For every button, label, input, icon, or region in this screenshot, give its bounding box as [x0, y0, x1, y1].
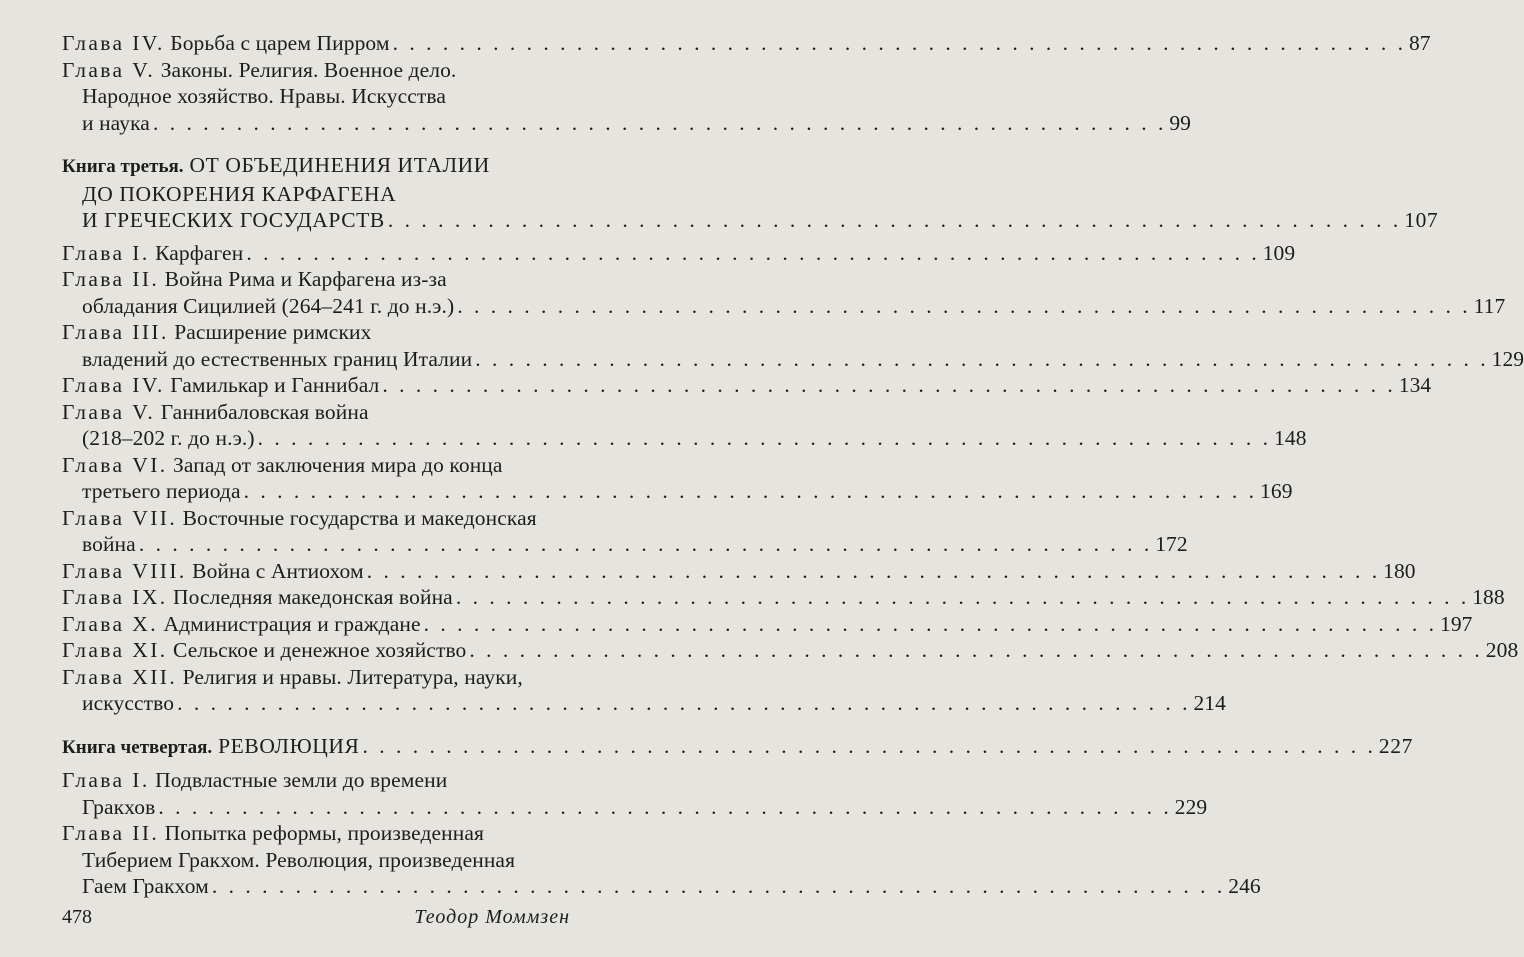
entry-title-text: Восточные государства и македонская	[182, 505, 537, 530]
dot-leader	[457, 294, 1470, 318]
toc-line	[62, 611, 1473, 638]
toc-line-text	[62, 267, 447, 291]
toc-chapter-entry	[62, 611, 1473, 638]
toc-line	[62, 847, 567, 874]
toc-chapter-entry	[62, 372, 1432, 399]
toc-line-text	[82, 691, 174, 715]
toc-line	[62, 425, 1307, 452]
entry-title-text: Война Рима и Карфагена из-за	[164, 267, 447, 291]
toc-line-text	[62, 638, 466, 662]
entry-title-text: Карфаген	[155, 240, 244, 265]
toc-chapter-entry	[62, 57, 1192, 137]
toc-line	[62, 110, 1192, 137]
dot-leader	[158, 795, 1171, 819]
table-of-contents	[62, 30, 1524, 900]
page-ref: 214	[1193, 691, 1227, 715]
toc-line	[62, 181, 567, 208]
toc-line	[62, 207, 1439, 234]
entry-title-text: Гракхов	[82, 794, 156, 819]
toc-chapter-entry	[62, 266, 1506, 319]
toc-line-text	[82, 426, 255, 450]
entry-title-text: (218–202 г. до н.э.)	[82, 426, 255, 450]
page-ref: 99	[1169, 110, 1192, 135]
entry-title-text: ДО ПОКОРЕНИЯ КАРФАГЕНА	[82, 181, 397, 206]
chapter-label: Глава VII.	[62, 505, 178, 530]
page-ref: 180	[1383, 558, 1416, 583]
chapter-label: Глава II.	[62, 267, 160, 291]
dot-leader	[456, 585, 1469, 609]
toc-line	[62, 794, 1208, 821]
entry-title-text: Гамилькар и Ганнибал	[170, 373, 380, 397]
dot-leader	[244, 479, 1257, 503]
toc-line-text	[82, 795, 155, 819]
toc-line	[62, 478, 1293, 505]
dot-leader	[246, 241, 1259, 265]
chapter-label: Глава I.	[62, 768, 150, 792]
toc-line-text	[62, 612, 421, 636]
toc-line-text	[62, 241, 243, 265]
toc-line	[62, 584, 1505, 611]
chapter-label: Глава VI.	[62, 452, 168, 477]
toc-chapter-entry	[62, 240, 1296, 267]
page-ref: 172	[1155, 532, 1188, 556]
toc-chapter-entry	[62, 505, 1188, 558]
toc-line-text	[82, 479, 241, 503]
page-ref: 87	[1408, 31, 1431, 55]
toc-chapter-entry	[62, 319, 1524, 372]
entry-title-text: война	[82, 532, 136, 556]
toc-line	[62, 558, 1416, 585]
toc-line-text	[82, 111, 150, 135]
page-ref: 188	[1472, 585, 1505, 609]
toc-line	[62, 733, 1413, 762]
entry-title-text: Подвластные земли до времени	[155, 768, 448, 792]
toc-line	[62, 30, 1431, 57]
toc-chapter-entry	[62, 558, 1416, 585]
entry-title-text: Последняя македонская война	[173, 585, 453, 609]
toc-line	[62, 505, 567, 532]
book-label: Книга четвертая.	[62, 736, 213, 758]
dot-leader	[258, 426, 1271, 450]
dot-leader	[363, 734, 1376, 758]
entry-title-text: третьего периода	[82, 479, 241, 503]
entry-title-text: и наука	[82, 110, 150, 135]
page-number: 478	[62, 906, 92, 928]
entry-title-text: РЕВОЛЮЦИЯ	[218, 733, 360, 758]
toc-line-text	[82, 294, 454, 318]
chapter-label: Глава I.	[62, 240, 150, 265]
page-footer	[62, 906, 570, 936]
toc-line	[62, 152, 567, 181]
toc-line	[62, 83, 567, 110]
toc-line-text	[82, 182, 396, 206]
entry-title-text: Расширение римских	[174, 320, 372, 344]
page-ref: 246	[1228, 874, 1261, 898]
entry-title-text: обладания Сицилией (264–241 г. до н.э.)	[82, 293, 455, 318]
toc-line-text	[62, 665, 523, 689]
dot-leader	[153, 111, 1166, 135]
page-ref: 109	[1262, 240, 1296, 265]
toc-line	[62, 266, 567, 293]
toc-line-text	[62, 320, 371, 344]
page-ref: 107	[1404, 208, 1439, 232]
chapter-label: Глава IX.	[62, 585, 168, 609]
toc-line	[62, 399, 567, 426]
page-ref: 129	[1491, 346, 1524, 371]
toc-line-text	[82, 848, 515, 872]
toc-line-text	[62, 373, 379, 397]
page-ref: 148	[1274, 426, 1307, 450]
chapter-label: Глава XI.	[62, 638, 168, 662]
toc-line-text	[62, 153, 490, 177]
dot-leader	[139, 532, 1152, 556]
page-ref: 197	[1439, 611, 1473, 636]
chapter-label: Глава IV.	[62, 31, 165, 55]
page-ref: 117	[1473, 293, 1506, 318]
chapter-label: Глава XII.	[62, 664, 178, 689]
entry-title-text: Борьба с царем Пирром	[170, 31, 390, 55]
chapter-label: Глава V.	[62, 57, 156, 82]
toc-line	[62, 820, 567, 847]
entry-title-text: Война с Антиохом	[192, 558, 364, 583]
chapter-label: Глава IV.	[62, 373, 165, 397]
toc-line-text	[62, 453, 503, 477]
toc-line-text	[82, 84, 446, 108]
toc-chapter-entry	[62, 584, 1505, 611]
dot-leader	[388, 208, 1401, 232]
toc-line	[62, 873, 1261, 900]
toc-book-entry	[62, 733, 1413, 762]
entry-title-text: Попытка реформы, произведенная	[164, 821, 484, 845]
book-label: Книга третья.	[62, 156, 184, 177]
chapter-label: Глава X.	[62, 611, 158, 636]
toc-line	[62, 372, 1432, 399]
toc-chapter-entry	[62, 820, 1261, 900]
toc-chapter-entry	[62, 452, 1293, 505]
dot-leader	[212, 874, 1225, 898]
entry-title-text: Религия и нравы. Литература, науки,	[182, 664, 523, 689]
toc-line-text	[82, 874, 209, 898]
toc-line-text	[62, 559, 364, 583]
toc-line	[62, 346, 1524, 373]
dot-leader	[469, 638, 1482, 662]
toc-line-text	[62, 506, 537, 530]
entry-title-text: Законы. Религия. Военное дело.	[160, 57, 457, 82]
toc-chapter-entry	[62, 767, 1208, 820]
dot-leader	[393, 31, 1406, 55]
toc-line	[62, 664, 567, 691]
entry-title-text: Ганнибаловская война	[160, 399, 369, 424]
entry-title-text: Гаем Гракхом	[82, 874, 209, 898]
page-ref: 229	[1174, 794, 1208, 819]
toc-line-text	[62, 400, 369, 424]
entry-title-text: Администрация и граждане	[163, 611, 421, 636]
toc-line-text	[82, 347, 472, 371]
toc-chapter-entry	[62, 637, 1519, 664]
entry-title-text: владений до естественных границ Италии	[82, 346, 473, 371]
toc-line	[62, 690, 1227, 717]
toc-line	[62, 319, 567, 346]
toc-line-text	[62, 734, 360, 758]
toc-line	[62, 637, 1519, 664]
chapter-label: Глава VIII.	[62, 558, 187, 583]
page-ref: 134	[1398, 373, 1432, 397]
dot-leader	[177, 691, 1190, 715]
dot-leader	[367, 559, 1380, 583]
toc-line	[62, 57, 567, 84]
toc-line	[62, 240, 1296, 267]
toc-chapter-entry	[62, 664, 1227, 717]
toc-line-text	[82, 208, 385, 232]
entry-title-text: И ГРЕЧЕСКИХ ГОСУДАРСТВ	[82, 208, 385, 232]
chapter-label: Глава II.	[62, 821, 160, 845]
toc-chapter-entry	[62, 399, 1307, 452]
entry-title-text: искусство	[82, 691, 175, 715]
toc-line-text	[62, 768, 447, 792]
entry-title-text: ОТ ОБЪЕДИНЕНИЯ ИТАЛИИ	[189, 153, 490, 177]
toc-line	[62, 293, 1506, 320]
toc-line-text	[62, 58, 456, 82]
toc-line	[62, 531, 1188, 558]
chapter-label: Глава III.	[62, 320, 169, 344]
chapter-label: Глава V.	[62, 399, 156, 424]
page-ref: 227	[1378, 733, 1413, 758]
entry-title-text: Народное хозяйство. Нравы. Искусства	[82, 84, 446, 108]
toc-line	[62, 452, 567, 479]
page-ref: 169	[1260, 479, 1293, 503]
entry-title-text: Запад от заключения мира до конца	[173, 452, 503, 477]
toc-line-text	[62, 31, 390, 55]
toc-line-text	[82, 532, 136, 556]
toc-line-text	[62, 821, 484, 845]
entry-title-text: Тиберием Гракхом. Революция, произведенная	[82, 847, 516, 872]
dot-leader	[424, 612, 1437, 636]
running-author: Теодор Моммзен	[414, 906, 570, 928]
toc-line	[62, 767, 567, 794]
toc-book-entry	[62, 152, 1439, 234]
toc-line-text	[62, 585, 453, 609]
dot-leader	[475, 347, 1488, 371]
page-ref: 208	[1485, 638, 1519, 662]
dot-leader	[382, 373, 1395, 397]
toc-chapter-entry	[62, 30, 1431, 57]
entry-title-text: Сельское и денежное хозяйство	[173, 638, 467, 662]
